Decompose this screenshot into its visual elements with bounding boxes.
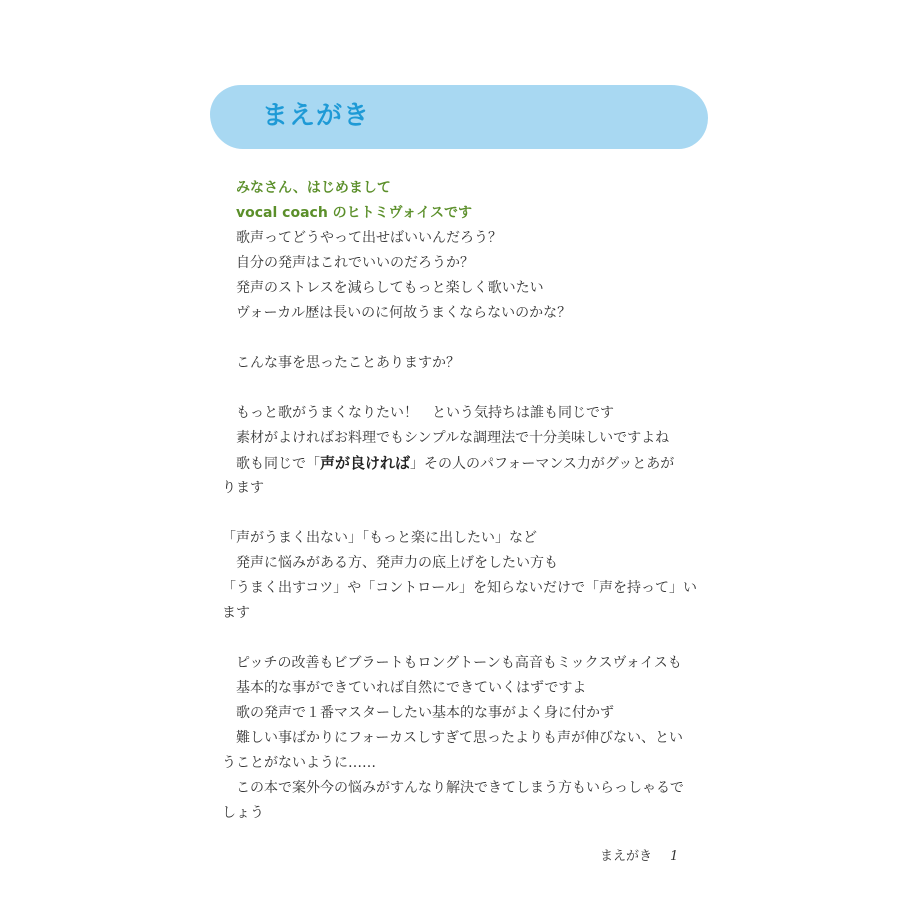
paragraph-question <box>222 351 698 376</box>
text-line: ピッチの改善もビブラートもロングトーンも高音もミックスヴォイスも <box>236 655 682 671</box>
text-line: もっと歌がうまくなりたい！ という気持ちは誰も同じです <box>236 405 614 421</box>
text-line: しょう <box>222 805 264 821</box>
paragraph-greeting <box>222 176 698 326</box>
question-line: 自分の発声はこれでいいのだろうか？ <box>236 255 474 271</box>
paragraph-spacer <box>222 501 698 526</box>
text-line: 基本的な事ができていれば自然にできていくはずですよ <box>236 680 587 696</box>
paragraph-spacer <box>222 626 698 651</box>
text-line: ます <box>222 605 250 621</box>
emphasis-text: 声が良ければ <box>320 454 411 472</box>
paragraph-voice-quality <box>222 401 698 501</box>
greeting-line: みなさん、はじめまして <box>236 180 391 196</box>
question-line: ヴォーカル歴は長いのに何故うまくならないのかな？ <box>236 305 572 321</box>
text-line-with-emphasis <box>222 451 698 476</box>
text-line: この本で案外今の悩みがすんなり解決できてしまう方もいらっしゃるで <box>236 780 684 796</box>
text-line: ります <box>222 480 264 496</box>
text-line: こんな事を思ったことありますか？ <box>236 355 460 371</box>
text-line: うことがないように…… <box>222 755 376 771</box>
question-line: 発声のストレスを減らしてもっと楽しく歌いたい <box>236 280 544 296</box>
paragraph-spacer <box>222 376 698 401</box>
paragraph-basics <box>222 651 698 826</box>
question-line: 歌声ってどうやって出せばいいんだろう？ <box>236 230 502 246</box>
text-line: 「うまく出すコツ」や「コントロール」を知らないだけで「声を持って」い <box>222 580 698 596</box>
footer-section-title: まえがき <box>600 849 653 864</box>
page-footer <box>600 846 678 868</box>
body-text <box>222 176 698 826</box>
text-line: 歌の発声で１番マスターしたい基本的な事がよく身に付かず <box>236 705 614 721</box>
text-line: 素材がよければお料理でもシンプルな調理法で十分美味しいですよね <box>236 430 670 446</box>
text-line: 難しい事ばかりにフォーカスしすぎて思ったよりも声が伸びない、とい <box>236 730 684 746</box>
page-title: まえがき <box>262 101 371 131</box>
introduction-line: vocal coach のヒトミヴォイスです <box>236 205 472 221</box>
page-number: 1 <box>670 849 679 864</box>
paragraph-spacer <box>222 326 698 351</box>
paragraph-problems <box>222 526 698 626</box>
text-fragment: 歌も同じで「 <box>236 456 320 472</box>
text-line: 「声がうまく出ない」「もっと楽に出したい」など <box>222 530 537 546</box>
text-line: 発声に悩みがある方、発声力の底上げをしたい方も <box>236 555 558 571</box>
text-fragment: 」その人のパフォーマンス力がグッとあが <box>410 456 675 472</box>
